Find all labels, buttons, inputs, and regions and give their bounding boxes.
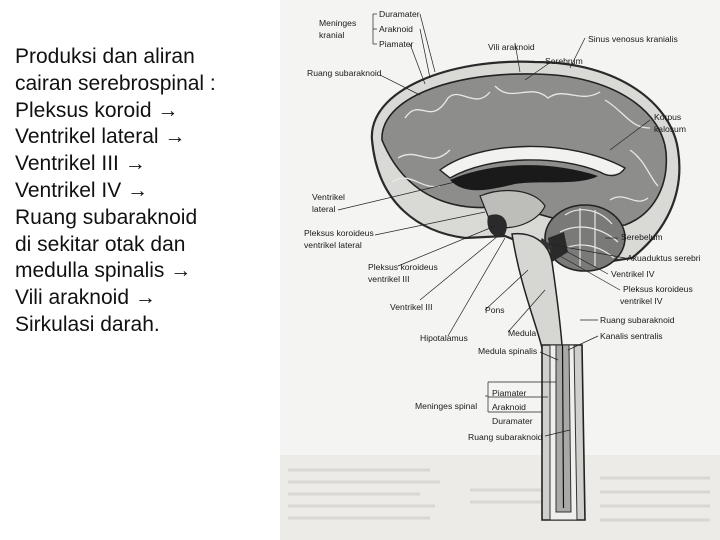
- label-pleksus-iii: ventrikel III: [368, 274, 410, 284]
- label-araknoid: Araknoid: [379, 24, 413, 34]
- text-line: Ruang subaraknoid: [15, 205, 198, 229]
- text-line: Pleksus koroid →: [15, 98, 179, 122]
- label-sinus-venosus: Sinus venosus kranialis: [588, 34, 678, 44]
- label-ventrikel-iv: Ventrikel IV: [611, 269, 655, 279]
- label-ventrikel-iii: Ventrikel III: [390, 302, 433, 312]
- text-line: Sirkulasi darah.: [15, 312, 160, 336]
- label-meninges-spinal: Meninges spinal: [415, 401, 478, 411]
- text-line: Vili araknoid →: [15, 286, 156, 310]
- label-meninges-kranial: kranial: [319, 30, 345, 40]
- label-ventrikel-lateral: lateral: [312, 204, 336, 214]
- text-line: Ventrikel IV →: [15, 178, 149, 202]
- label-pleksus-iii: Pleksus koroideus: [368, 262, 438, 272]
- label-medula: Medula: [508, 328, 537, 338]
- label-pleksus-lateral: ventrikel lateral: [304, 240, 362, 250]
- label-ruang-subaraknoid-spinal: Ruang subaraknoid: [468, 432, 543, 442]
- label-pons: Pons: [485, 305, 505, 315]
- label-ruang-subaraknoid-mid: Ruang subaraknoid: [600, 315, 675, 325]
- text-line: Ventrikel III →: [15, 152, 146, 176]
- text-line: di sekitar otak dan: [15, 232, 186, 256]
- label-vili-araknoid: Vili araknoid: [488, 42, 535, 52]
- label-pleksus-lateral: Pleksus koroideus: [304, 228, 374, 238]
- brain-illustration: [280, 0, 720, 540]
- scan-bleed-text-area: [280, 455, 720, 540]
- label-korpus-kalosum: Korpus: [654, 112, 682, 122]
- text-line: medulla spinalis →: [15, 259, 192, 283]
- label-araknoid-spinal: Araknoid: [492, 402, 526, 412]
- text-line: Produksi dan aliran: [15, 45, 195, 68]
- label-kanalis-sentralis: Kanalis sentralis: [600, 331, 663, 341]
- label-ruang-subaraknoid: Ruang subaraknoid: [307, 68, 382, 78]
- label-duramater: Duramater: [379, 9, 420, 19]
- text-line: Ventrikel lateral →: [15, 125, 186, 149]
- brain-csf-diagram: [280, 0, 720, 540]
- label-meninges-kranial: Meninges: [319, 18, 357, 28]
- label-korpus-kalosum: kalosum: [654, 124, 686, 134]
- label-pleksus-iv: Pleksus koroideus: [623, 284, 693, 294]
- label-serebelum: Serebelum: [621, 232, 663, 242]
- csf-flow-text: [15, 44, 285, 339]
- label-medula-spinalis: Medula spinalis: [478, 346, 538, 356]
- label-piamater: Piamater: [379, 39, 414, 49]
- label-hipotalamus: Hipotalamus: [420, 333, 468, 343]
- label-duramater-spinal: Duramater: [492, 416, 533, 426]
- label-ventrikel-lateral: Ventrikel: [312, 192, 345, 202]
- text-line: cairan serebrospinal :: [15, 71, 216, 95]
- label-piamater-spinal: Piamater: [492, 388, 527, 398]
- label-akuaduktus: Akuaduktus serebri: [627, 253, 701, 263]
- label-serebrum: Serebrum: [545, 56, 583, 66]
- label-pleksus-iv: ventrikel IV: [620, 296, 663, 306]
